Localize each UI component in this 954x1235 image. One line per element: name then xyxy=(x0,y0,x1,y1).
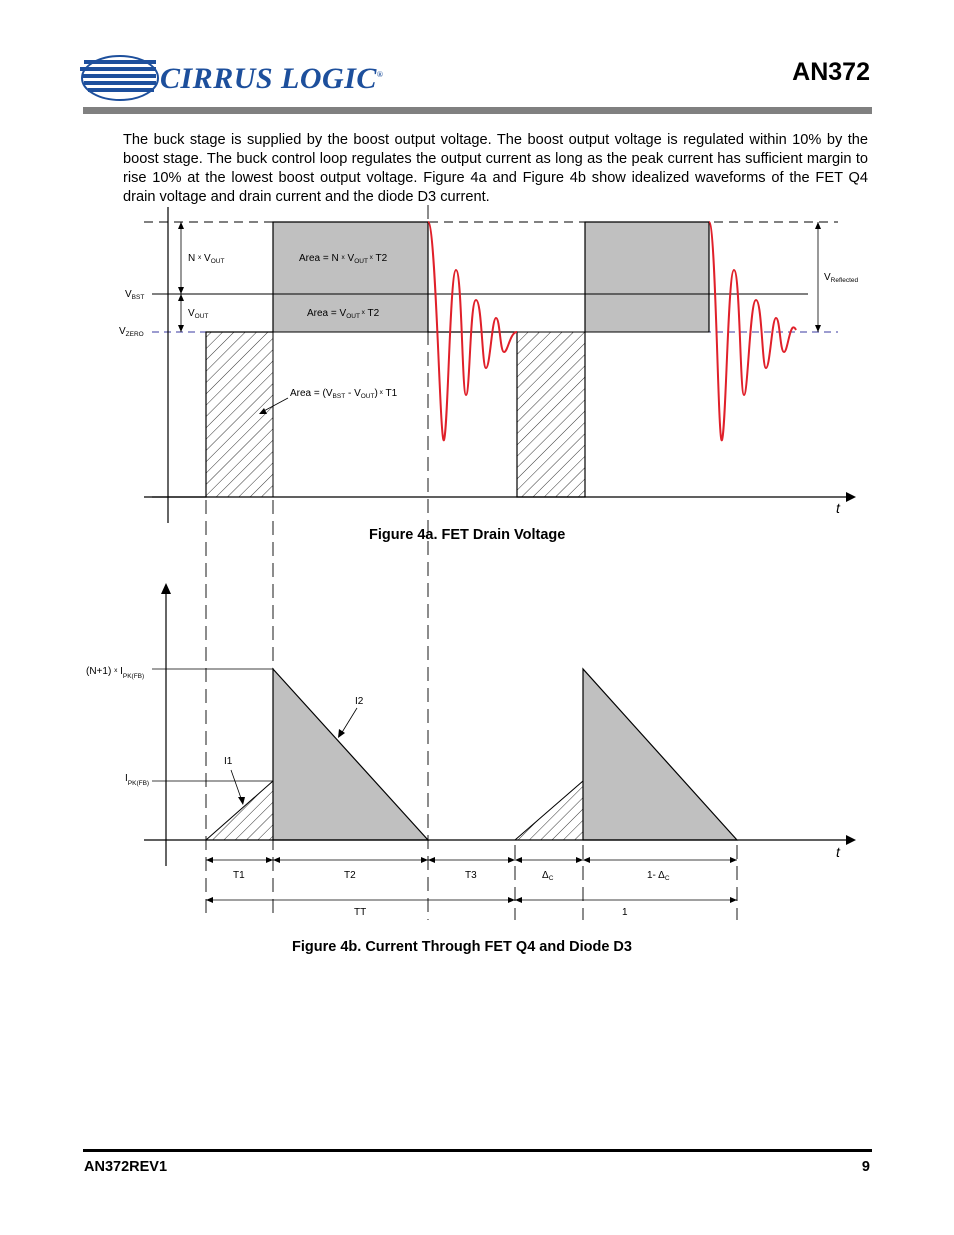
hatched-area-dc xyxy=(517,332,585,497)
area-low-label: Area = $(V_{BST} - V_{OUT})$ $^x$ T1 xyxy=(290,388,398,400)
area-top-label: Area = N $^x$ $V_{OUT}$ $^x$ T2 xyxy=(299,253,388,265)
figure-4a xyxy=(119,207,859,523)
ipk-label: $I_{PK(FB)}$ xyxy=(125,773,150,787)
fig4b-t-axis-label: t xyxy=(836,844,840,860)
figure-4b-caption: Figure 4b. Current Through FET Q4 and Diode D3 xyxy=(292,939,632,955)
fig4a-x-arrow xyxy=(846,492,856,502)
n-vout-label: N $^x$ $V_{OUT}$ xyxy=(188,253,225,265)
page-number: 9 xyxy=(861,1159,870,1175)
hatched-area-t1 xyxy=(206,332,273,497)
t3-label: T3 xyxy=(465,870,477,881)
area-mid-label: Area = $V_{OUT}$ $^x$ T2 xyxy=(307,308,380,320)
n1-ipk-label: (N+1) $^x$ $I_{PK(FB)}$ xyxy=(86,666,145,680)
body-paragraph: The buck stage is supplied by the boost output voltage. The boost output voltage is regulated within 10% by the boost stage. The buck control loop regulates the output current as long as the peak current has sufficient margin to rise 10% at the lowest boost output voltage. Figure 4a and Figure 4b show idealized waveforms of the FET Q4 drain voltage and drain current and the diode D3 current. xyxy=(123,132,868,205)
one-minus-delta-c-label: 1- $\Delta_C$ xyxy=(647,870,670,882)
figure-4b xyxy=(86,583,856,918)
t1-label: T1 xyxy=(233,870,245,881)
i1-label: I1 xyxy=(224,756,233,767)
company-logo-text: CIRRUS LOGIC® xyxy=(160,62,384,95)
area-second-pulse-box xyxy=(585,222,709,332)
i1-hatched-triangle-2 xyxy=(515,781,583,840)
ringing-waveform-1 xyxy=(428,222,517,440)
one-label: 1 xyxy=(622,907,628,918)
document-id: AN372 xyxy=(792,58,870,86)
vout-label: $V_{OUT}$ xyxy=(188,308,209,320)
i1-hatched-triangle-1 xyxy=(206,781,273,840)
fig4b-y-arrow xyxy=(161,583,171,594)
footer-rule xyxy=(83,1149,872,1152)
i2-gray-triangle-1 xyxy=(273,669,428,840)
i2-gray-triangle-2 xyxy=(583,669,737,840)
fig4b-x-arrow xyxy=(846,835,856,845)
delta-c-label: $\Delta_C$ xyxy=(542,870,554,882)
i2-label: I2 xyxy=(355,696,364,707)
document-revision: AN372REV1 xyxy=(84,1159,168,1175)
fig4a-t-axis-label: t xyxy=(836,500,840,516)
vreflected-label: $V_{Reflected}$ xyxy=(824,272,859,284)
t2-label: T2 xyxy=(344,870,356,881)
vbst-label: $V_{BST}$ xyxy=(125,289,145,301)
tt-label: TT xyxy=(354,907,367,918)
vzero-label: $V_{ZERO}$ xyxy=(119,326,144,338)
figure-4a-caption: Figure 4a. FET Drain Voltage xyxy=(369,527,566,543)
ringing-waveform-2 xyxy=(709,222,796,440)
